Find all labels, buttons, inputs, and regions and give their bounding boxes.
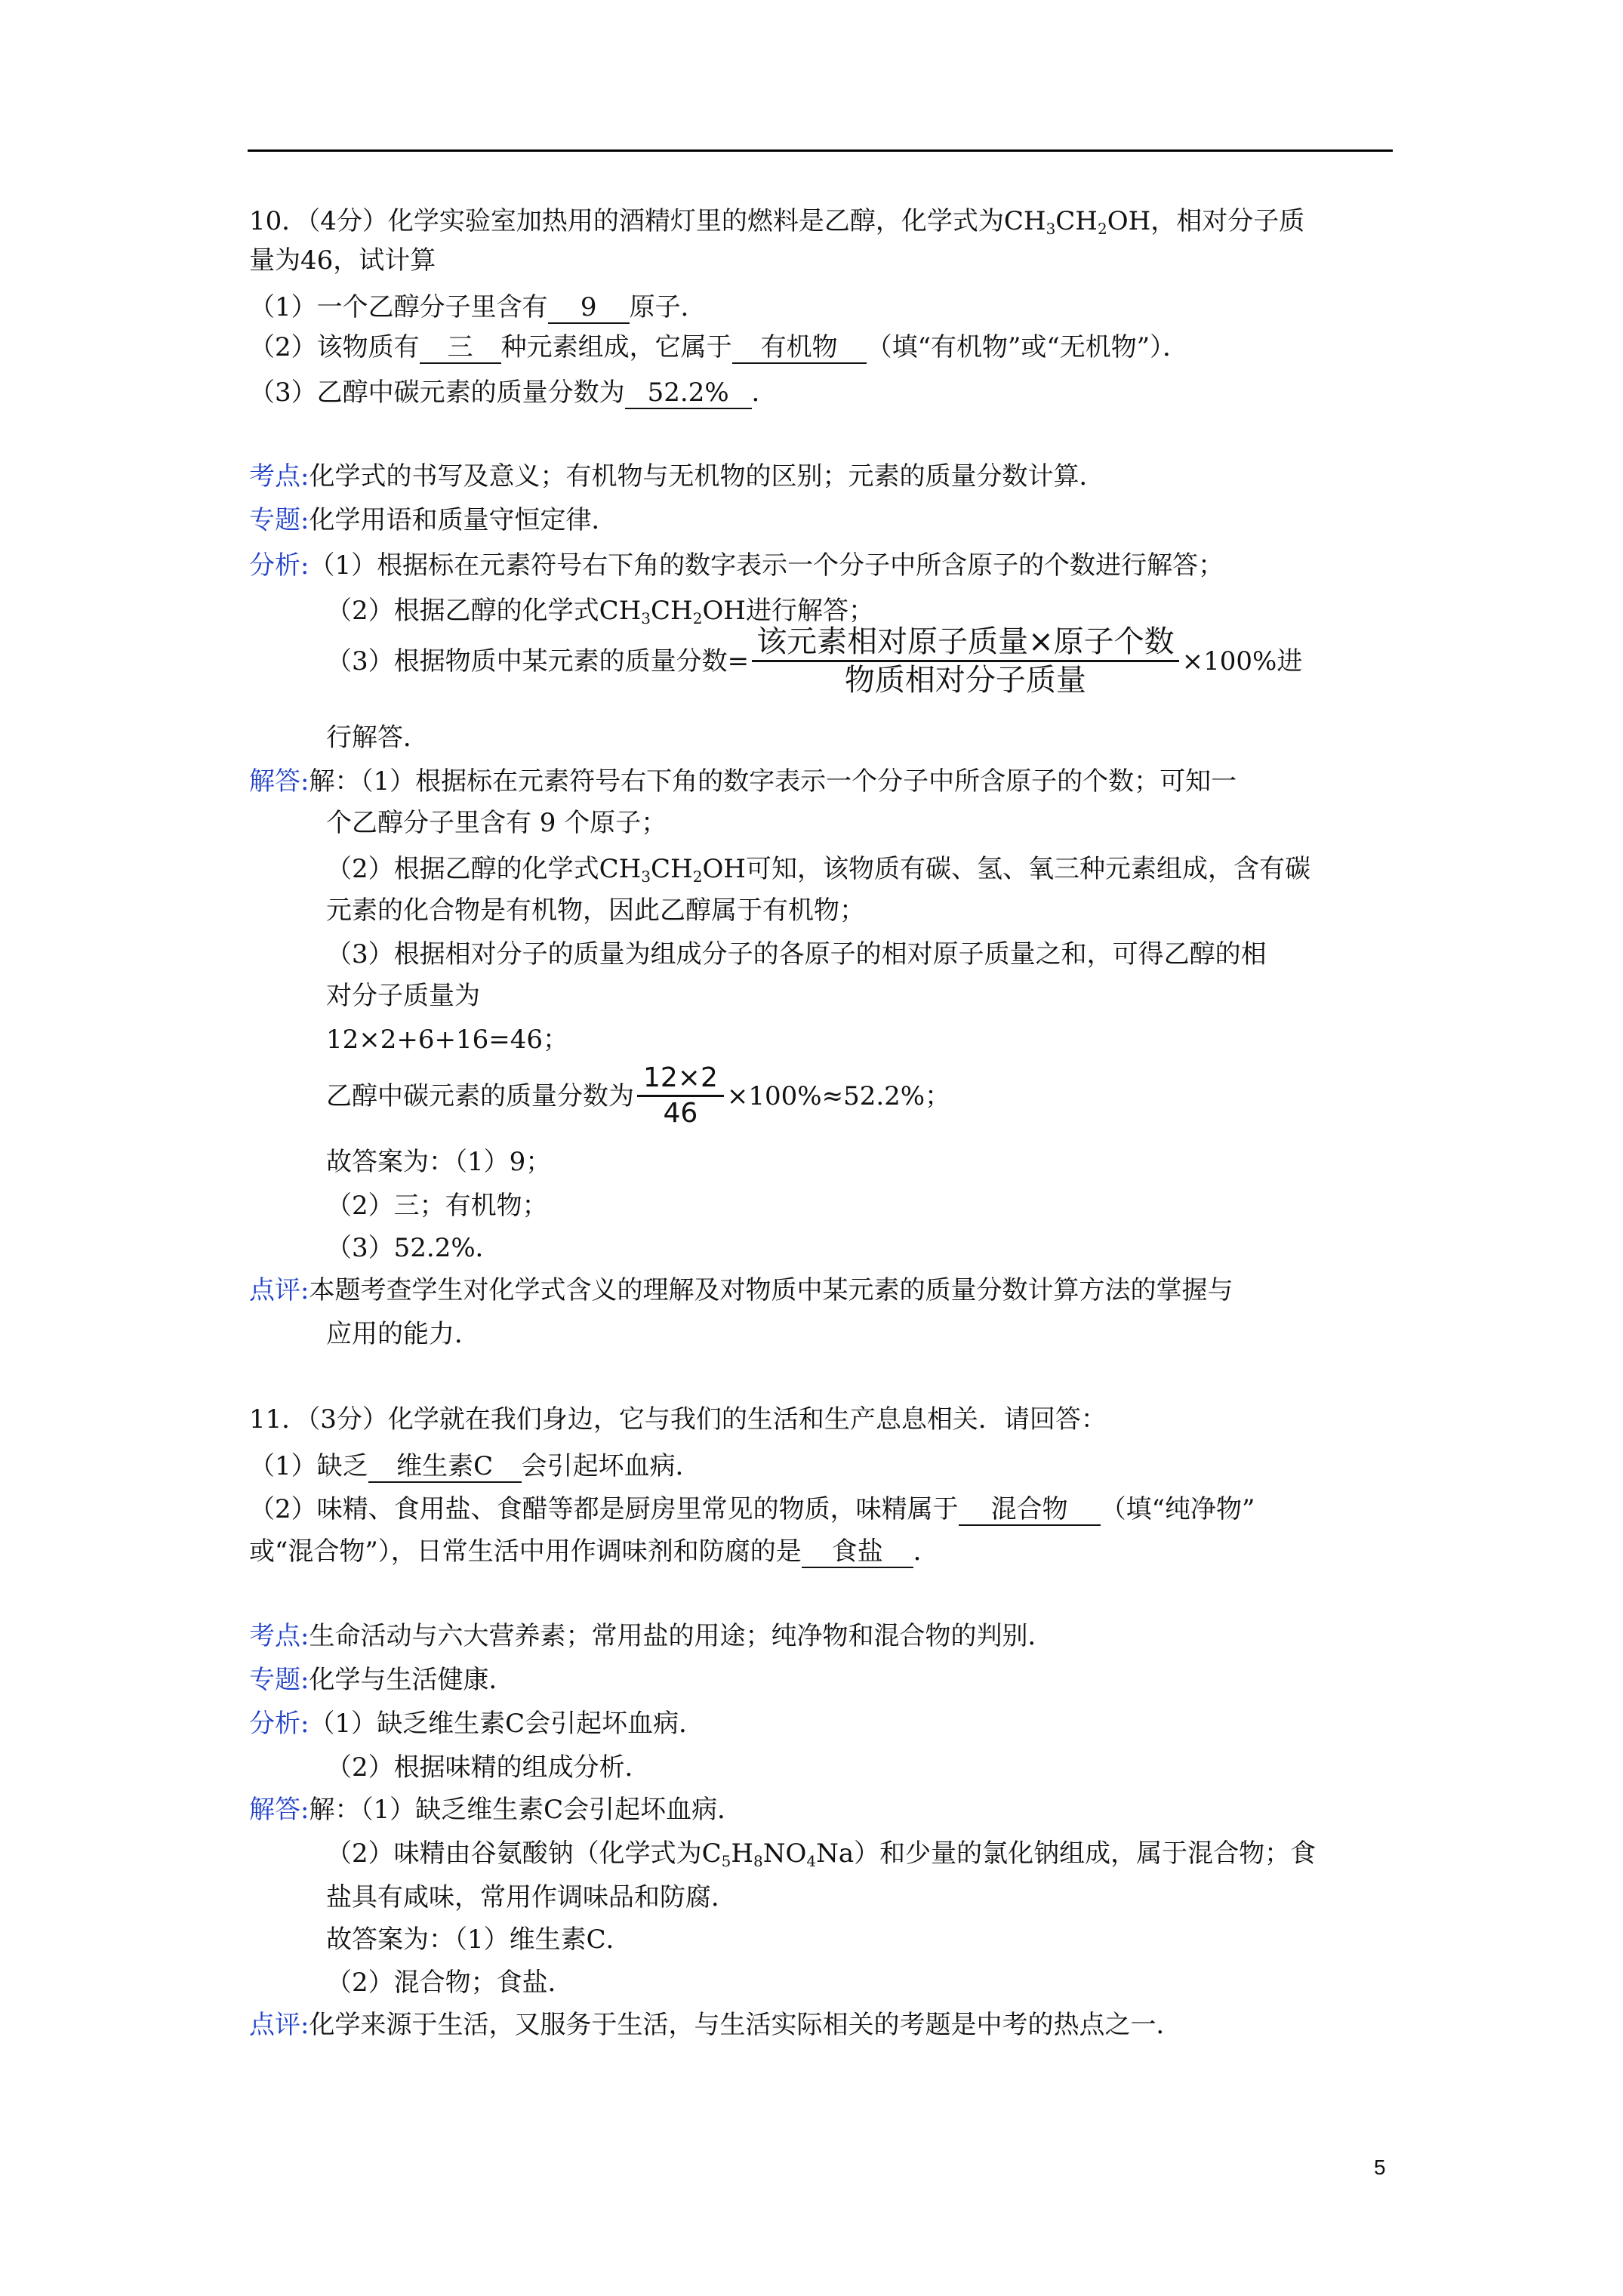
q10-answer-2a: 三 — [420, 333, 501, 364]
q10-jieda-3: （2）根据乙醇的化学式$CH_3CH_2OH$可知，该物质有碳、氢、氧三种元素组成，含有碳 — [326, 854, 1310, 886]
q10-part1: （1）一个乙醇分子里含有 9 原子． — [249, 293, 707, 324]
jieda-label: 解答: — [249, 1795, 310, 1825]
q10-dianping: 点评:本题考查学生对化学式含义的理解及对物质中某元素的质量分数计算方法的掌握与 — [249, 1275, 1233, 1305]
dianping-label: 点评: — [249, 2010, 310, 2040]
q10-jieda-4: 元素的化合物是有机物，因此乙醇属于有机物； — [326, 895, 865, 926]
page-number: 5 — [1374, 2156, 1386, 2179]
zhuanti-label: 专题: — [249, 1665, 310, 1695]
q11-answer-summary-1: 故答案为：（1）维生素C． — [326, 1925, 632, 1955]
q10-answer-2b: 有机物 — [732, 333, 867, 364]
q11-part1: （1）缺乏 维生素C 会引起坏血病． — [249, 1452, 701, 1483]
q10-answer-summary-1: 故答案为：（1）9； — [326, 1147, 552, 1177]
mass-fraction-formula: $\frac{\text{该元素相对原子质量×原子个数}}{\text{物质相对分子质量}}$ — [752, 627, 1179, 695]
carbon-fraction-formula: $\frac{12\times 2}{46}$ — [637, 1065, 724, 1127]
q10-jieda-2: 个乙醇分子里含有 9 个原子； — [326, 808, 667, 838]
dianping-label: 点评: — [249, 1275, 310, 1305]
q10-jieda-8: 乙醇中碳元素的质量分数为 $\frac{12\times 2}{46}$ ×100%≈52.2%； — [326, 1062, 951, 1129]
q11-jieda: 解答:解：（1）缺乏维生素C会引起坏血病． — [249, 1795, 744, 1825]
q11-answer-2a: 混合物 — [959, 1495, 1101, 1526]
q10-answer-summary-2: （2）三；有机物； — [326, 1191, 548, 1221]
q11-answer-2b: 食盐 — [802, 1537, 913, 1568]
q10-fenxi-2: （2）根据乙醇的化学式$CH_3CH_2OH$进行解答； — [326, 596, 874, 627]
q11-fenxi: 分析:（1）缺乏维生素C会引起坏血病． — [249, 1709, 705, 1739]
kaodian-label: 考点: — [249, 461, 310, 492]
q10-zhuanti: 专题:化学用语和质量守恒定律． — [249, 505, 617, 535]
q10-jieda: 解答:解：（1）根据标在元素符号右下角的数字表示一个分子中所含原子的个数；可知一 — [249, 766, 1237, 797]
q11-part2-cont: 或“混合物”），日常生活中用作调味剂和防腐的是 食盐 ． — [249, 1537, 939, 1568]
header-rule — [248, 149, 1393, 152]
fenxi-label: 分析: — [249, 550, 310, 581]
q10-jieda-6: 对分子质量为 — [326, 981, 480, 1011]
q11-kaodian: 考点:生命活动与六大营养素；常用盐的用途；纯净物和混合物的判别． — [249, 1621, 1054, 1651]
q11-fenxi-2: （2）根据味精的组成分析． — [326, 1752, 651, 1783]
q11-zhuanti: 专题:化学与生活健康． — [249, 1665, 515, 1695]
q10-kaodian: 考点:化学式的书写及意义；有机物与无机物的区别；元素的质量分数计算． — [249, 461, 1105, 492]
q10-part2: （2）该物质有 三 种元素组成，它属于 有机物 （填“有机物”或“无机物”）． — [249, 333, 1188, 364]
q11-part2: （2）味精、食用盐、食醋等都是厨房里常见的物质，味精属于 混合物 （填“纯净物” — [249, 1495, 1255, 1526]
q11-dianping: 点评:化学来源于生活，又服务于生活，与生活实际相关的考题是中考的热点之一． — [249, 2010, 1182, 2040]
q11-jieda-2: （2）味精由谷氨酸钠（化学式为$C_5H_8NO_4Na$）和少量的氯化钠组成，属于混合物；食 — [326, 1838, 1317, 1870]
q10-answer-summary-3: （3）52.2%． — [326, 1233, 501, 1263]
q10-stem-line2: 量为46，试计算 — [249, 245, 436, 276]
q11-answer-1: 维生素C — [368, 1452, 522, 1483]
fenxi-label: 分析: — [249, 1709, 310, 1739]
q10-jieda-5: （3）根据相对分子的质量为组成分子的各原子的相对原子质量之和，可得乙醇的相 — [326, 939, 1267, 969]
q10-fenxi-3-cont: 行解答． — [326, 723, 429, 753]
q11-jieda-3: 盐具有咸味，常用作调味品和防腐． — [326, 1882, 737, 1912]
zhuanti-label: 专题: — [249, 505, 310, 535]
q11-stem: 11．（3分）化学就在我们身边，它与我们的生活和生产息息相关．请回答： — [249, 1404, 1107, 1435]
q10-answer-1: 9 — [548, 293, 630, 324]
q10-dianping-2: 应用的能力． — [326, 1319, 480, 1349]
q10-jieda-7: 12×2+6+16=46； — [326, 1025, 569, 1055]
jieda-label: 解答: — [249, 766, 310, 797]
q10-part3: （3）乙醇中碳元素的质量分数为 52.2% ． — [249, 378, 778, 409]
kaodian-label: 考点: — [249, 1621, 310, 1651]
q11-answer-summary-2: （2）混合物；食盐． — [326, 1968, 574, 1998]
q10-fenxi: 分析:（1）根据标在元素符号右下角的数字表示一个分子中所含原子的个数进行解答； — [249, 550, 1224, 581]
q10-fenxi-3: （3）根据物质中某元素的质量分数= $\frac{\text{该元素相对原子质量×原子个数}}{\text{物质相对分子质量}}$ ×100%进 — [326, 624, 1303, 698]
q10-answer-3: 52.2% — [625, 378, 752, 409]
q10-stem-line1: 10．（4分）化学实验室加热用的酒精灯里的燃料是乙醇，化学式为$CH_3CH_2OH$，相对分子质 — [249, 206, 1305, 238]
